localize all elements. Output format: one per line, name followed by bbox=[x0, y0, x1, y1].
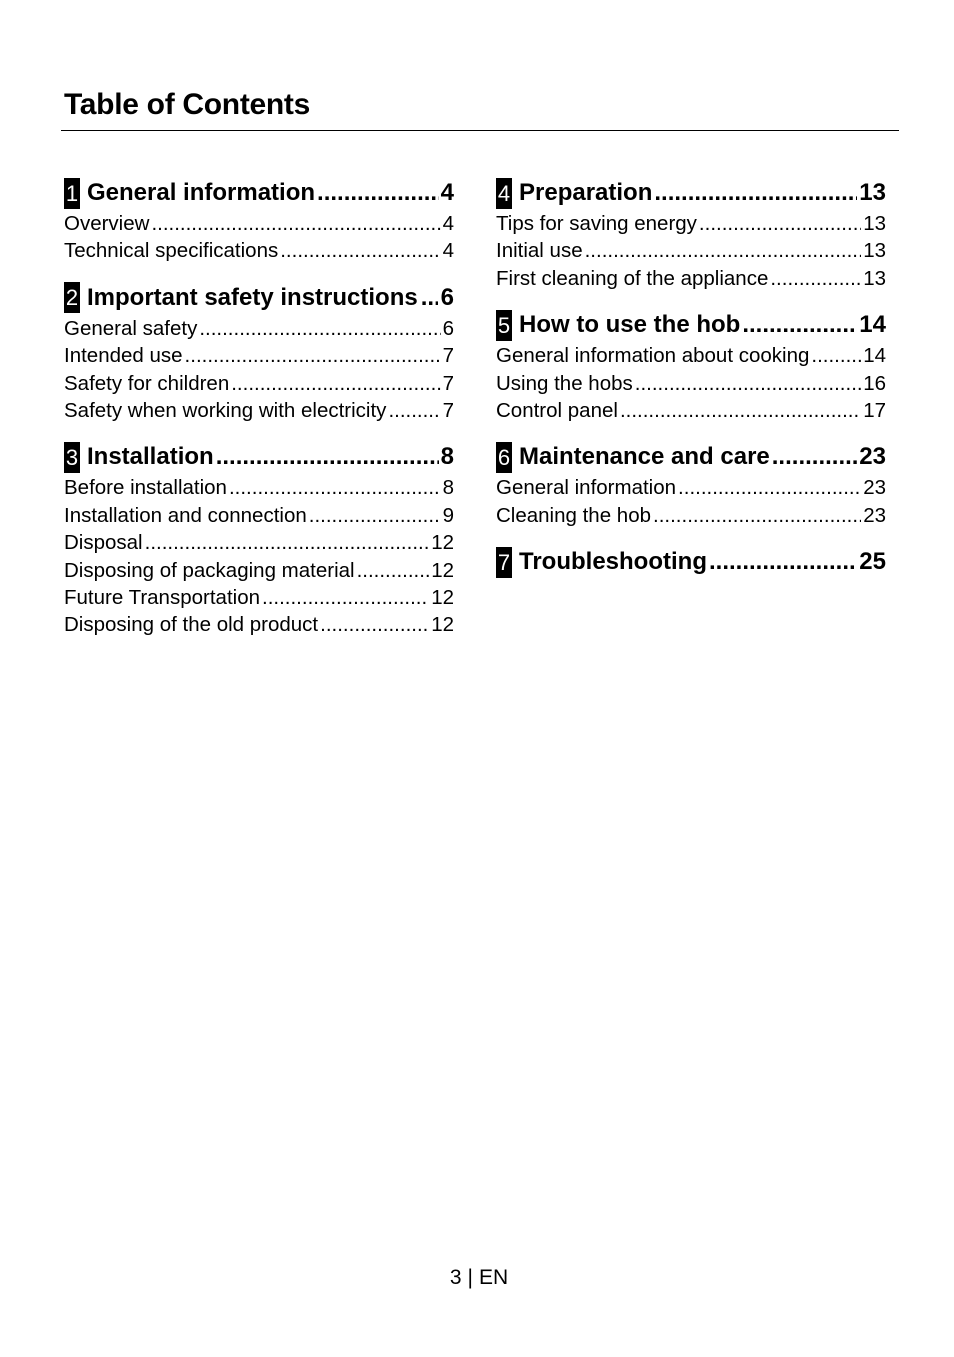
entry-page: 7 bbox=[442, 344, 454, 368]
toc-entry[interactable] bbox=[64, 397, 454, 424]
toc-section-heading[interactable] bbox=[64, 281, 454, 315]
toc-entry[interactable] bbox=[64, 557, 454, 584]
section-page: 4 bbox=[440, 179, 454, 206]
entry-label: Cleaning the hob bbox=[496, 503, 652, 527]
section-page: 8 bbox=[440, 443, 454, 471]
toc-entry[interactable] bbox=[64, 474, 454, 501]
dot-leader bbox=[199, 315, 440, 342]
dot-leader bbox=[620, 397, 861, 424]
toc-entry[interactable] bbox=[496, 370, 886, 397]
toc-section-heading[interactable] bbox=[496, 176, 886, 210]
dot-leader bbox=[309, 502, 441, 529]
dot-leader bbox=[811, 342, 861, 369]
toc-section-2 bbox=[64, 281, 454, 425]
section-page: 6 bbox=[440, 283, 454, 311]
entry-label: Safety when working with electricity bbox=[64, 398, 387, 422]
page-footer bbox=[0, 1266, 954, 1290]
toc-entry[interactable] bbox=[64, 529, 454, 556]
toc-entry[interactable] bbox=[496, 397, 886, 424]
section-number-badge: 5 bbox=[496, 310, 512, 341]
dot-leader bbox=[231, 370, 440, 397]
dot-leader bbox=[145, 529, 430, 556]
footer-page-number: 3 bbox=[449, 1266, 462, 1289]
dot-leader bbox=[678, 474, 861, 501]
toc-section-1 bbox=[64, 176, 454, 265]
toc-section-heading[interactable] bbox=[496, 440, 886, 474]
section-number-badge: 3 bbox=[64, 442, 80, 473]
entry-label: Technical specifications bbox=[64, 239, 279, 263]
entry-label: Installation and connection bbox=[64, 503, 307, 527]
entry-page: 12 bbox=[431, 613, 454, 637]
toc-section-heading[interactable] bbox=[496, 545, 886, 579]
entry-label: Disposing of the old product bbox=[64, 613, 319, 637]
section-number-badge: 2 bbox=[64, 282, 80, 313]
section-title: Important safety instructions bbox=[87, 283, 418, 311]
entry-page: 13 bbox=[863, 212, 886, 235]
entry-label: General information bbox=[496, 476, 677, 500]
toc-entry[interactable] bbox=[496, 342, 886, 369]
entry-label: Safety for children bbox=[64, 371, 230, 395]
entry-label: Using the hobs bbox=[496, 371, 633, 395]
entry-label: Intended use bbox=[64, 344, 183, 368]
page-title: Table of Contents bbox=[64, 88, 311, 121]
entry-page: 14 bbox=[863, 344, 886, 368]
toc-entry[interactable] bbox=[64, 342, 454, 369]
toc-section-heading[interactable] bbox=[64, 440, 454, 474]
toc-section-7 bbox=[496, 545, 886, 579]
dot-leader bbox=[151, 210, 440, 237]
toc-section-heading[interactable] bbox=[496, 308, 886, 342]
section-title: Maintenance and care bbox=[519, 443, 770, 471]
section-title: How to use the hob bbox=[519, 311, 741, 339]
section-title: Troubleshooting bbox=[519, 548, 707, 576]
section-page: 14 bbox=[859, 311, 886, 339]
toc-section-3 bbox=[64, 440, 454, 638]
section-title: General information bbox=[87, 179, 316, 206]
section-title: Preparation bbox=[519, 179, 653, 206]
dot-leader bbox=[357, 557, 430, 584]
dot-leader bbox=[635, 370, 861, 397]
entry-page: 4 bbox=[442, 212, 454, 235]
toc-entry[interactable] bbox=[64, 611, 454, 638]
dot-leader bbox=[262, 584, 429, 611]
entry-page: 7 bbox=[442, 371, 454, 395]
toc-entry[interactable] bbox=[496, 265, 886, 292]
entry-page: 7 bbox=[442, 398, 454, 422]
dot-leader bbox=[653, 502, 861, 529]
entry-page: 17 bbox=[863, 398, 886, 422]
dot-leader bbox=[654, 179, 857, 207]
toc-entry[interactable] bbox=[496, 210, 886, 237]
toc-entry[interactable] bbox=[64, 237, 454, 264]
entry-page: 12 bbox=[431, 558, 454, 582]
entry-label: Control panel bbox=[496, 398, 618, 422]
toc-entry[interactable] bbox=[496, 474, 886, 501]
entry-page: 9 bbox=[442, 503, 454, 527]
dot-leader bbox=[709, 548, 857, 576]
section-title: Installation bbox=[87, 443, 214, 471]
entry-label: General safety bbox=[64, 316, 198, 340]
entry-page: 13 bbox=[863, 266, 886, 290]
dot-leader bbox=[229, 474, 441, 501]
dot-leader bbox=[585, 237, 862, 264]
dot-leader bbox=[280, 237, 440, 264]
dot-leader bbox=[317, 179, 439, 207]
entry-label: Initial use bbox=[496, 239, 583, 263]
dot-leader bbox=[699, 210, 861, 237]
entry-page: 16 bbox=[863, 371, 886, 395]
section-number-badge: 4 bbox=[496, 178, 512, 209]
section-page: 25 bbox=[859, 548, 886, 576]
entry-label: First cleaning of the appliance bbox=[496, 266, 769, 290]
entry-page: 23 bbox=[863, 503, 886, 527]
toc-section-4 bbox=[496, 176, 886, 292]
dot-leader bbox=[216, 443, 439, 471]
toc-column-right bbox=[496, 176, 886, 595]
section-number-badge: 7 bbox=[496, 547, 512, 578]
dot-leader bbox=[742, 311, 857, 339]
entry-page: 12 bbox=[431, 585, 454, 609]
dot-leader bbox=[421, 284, 438, 312]
footer-separator: | bbox=[467, 1266, 473, 1289]
toc-entry[interactable] bbox=[64, 370, 454, 397]
section-page: 13 bbox=[859, 179, 886, 206]
toc-section-5 bbox=[496, 308, 886, 424]
entry-label: Before installation bbox=[64, 476, 227, 500]
section-number-badge: 6 bbox=[496, 442, 512, 473]
toc-entry[interactable] bbox=[496, 237, 886, 264]
toc-entry[interactable] bbox=[496, 502, 886, 529]
section-number-badge: 1 bbox=[64, 178, 80, 209]
dot-leader bbox=[770, 265, 861, 292]
entry-page: 6 bbox=[442, 316, 454, 340]
entry-label: Overview bbox=[64, 212, 150, 235]
toc-entry[interactable] bbox=[64, 315, 454, 342]
toc-section-6 bbox=[496, 440, 886, 529]
toc-section-heading[interactable] bbox=[64, 176, 454, 210]
entry-page: 4 bbox=[442, 239, 454, 263]
entry-page: 23 bbox=[863, 476, 886, 500]
entry-page: 13 bbox=[863, 239, 886, 263]
dot-leader bbox=[772, 443, 858, 471]
toc-column-left bbox=[64, 176, 454, 655]
entry-page: 12 bbox=[431, 531, 454, 555]
section-page: 23 bbox=[859, 443, 886, 471]
toc-entry[interactable] bbox=[64, 584, 454, 611]
toc-entry[interactable] bbox=[64, 502, 454, 529]
entry-label: Disposal bbox=[64, 531, 143, 555]
title-divider bbox=[61, 130, 899, 131]
entry-label: Tips for saving energy bbox=[496, 212, 697, 235]
dot-leader bbox=[388, 397, 440, 424]
dot-leader bbox=[320, 611, 429, 638]
entry-page: 8 bbox=[442, 476, 454, 500]
dot-leader bbox=[185, 342, 441, 369]
entry-label: Future Transportation bbox=[64, 585, 260, 609]
entry-label: Disposing of packaging material bbox=[64, 558, 355, 582]
entry-label: General information about cooking bbox=[496, 344, 810, 368]
footer-language: EN bbox=[478, 1266, 509, 1289]
toc-entry[interactable] bbox=[64, 210, 454, 237]
